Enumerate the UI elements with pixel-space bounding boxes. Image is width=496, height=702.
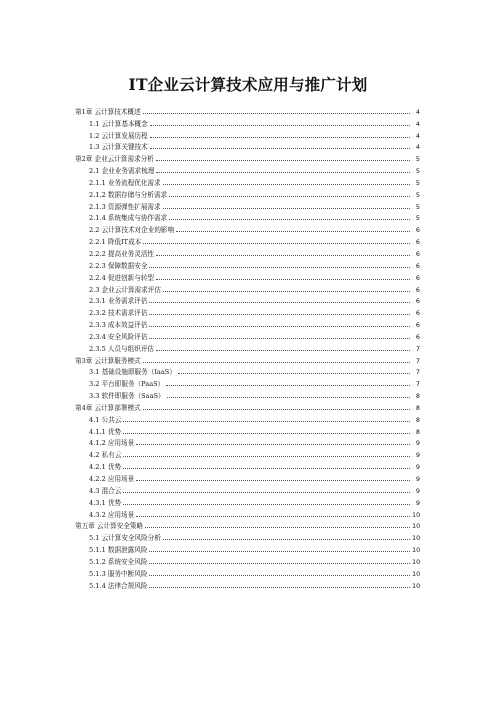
toc-entry[interactable] [75,376,420,388]
toc-leader-dots [123,432,410,434]
toc-entry[interactable] [75,495,420,507]
toc-entry-label: 2.3.2 技术需求评估 [89,309,148,318]
toc-entry-label: 5.1 云计算安全风险分析 [89,534,161,543]
toc-entry-label: 4.1.1 优势 [89,427,122,436]
toc-entry-page-number: 10 [412,546,421,555]
toc-entry[interactable] [75,104,420,116]
toc-entry-label: 5.1.2 系统安全风险 [89,557,148,566]
toc-leader-dots [123,503,410,505]
toc-leader-dots [149,301,410,303]
toc-entry-page-number: 4 [415,131,420,140]
toc-entry-label: 2.1.3 资源弹性扩展需求 [89,202,161,211]
toc-entry-page-number: 10 [412,557,421,566]
toc-entry-label: 2.1 企业业务需求梳理 [89,167,155,176]
document-title: IT企业云计算技术应用与推广计划 [128,75,368,94]
toc-leader-dots [149,562,410,564]
toc-entry[interactable] [75,329,420,341]
toc-entry-label: 第2章 企业云计算需求分析 [75,155,154,164]
toc-entry-label: 4.3.1 优势 [89,498,122,507]
toc-entry-label: 2.3.4 安全风险评估 [89,332,148,341]
toc-entry-label: 3.1 基础设施即服务（IaaS） [89,368,176,377]
toc-leader-dots [149,313,410,315]
toc-entry-label: 4.1 公共云 [89,415,122,424]
toc-entry-label: 2.2.3 保障数据安全 [89,261,148,270]
toc-entry-page-number: 8 [415,427,420,436]
toc-leader-dots [123,420,410,422]
toc-leader-dots [169,195,410,197]
toc-entry[interactable] [75,388,420,400]
toc-entry-page-number: 6 [415,273,420,282]
toc-entry[interactable] [75,578,420,590]
toc-entry-label: 2.3.3 成本效益评估 [89,321,148,330]
toc-entry-page-number: 10 [412,581,421,590]
toc-entry[interactable] [75,353,420,365]
toc-entry-page-number: 5 [415,190,420,199]
toc-entry[interactable] [75,305,420,317]
toc-entry-page-number: 10 [412,510,421,519]
toc-leader-dots [136,479,410,481]
toc-entry-label: 4.1.2 应用场景 [89,439,135,448]
toc-entry[interactable] [75,175,420,187]
toc-leader-dots [156,171,410,173]
toc-leader-dots [145,526,410,528]
toc-entry-page-number: 10 [412,522,421,531]
toc-entry-label: 2.1.1 业务流程优化需求 [89,178,161,187]
toc-entry-page-number: 6 [415,249,420,258]
toc-leader-dots [143,242,410,244]
toc-entry-page-number: 9 [415,475,420,483]
toc-leader-dots [136,443,410,445]
toc-entry[interactable] [75,140,420,152]
toc-entry-page-number: 8 [415,403,420,412]
toc-leader-dots [166,384,410,386]
toc-entry[interactable] [75,542,420,554]
toc-entry[interactable] [75,507,420,519]
toc-leader-dots [123,467,410,469]
toc-entry[interactable] [75,412,420,424]
toc-entry[interactable] [75,365,420,377]
toc-leader-dots [143,361,410,363]
toc-entry-label: 4.3.2 应用场景 [89,510,135,519]
toc-entry-page-number: 5 [415,167,420,176]
toc-entry-label: 5.1.1 数据泄露风险 [89,546,148,555]
toc-entry-label: 2.3.5 人员与组织评估 [89,344,155,353]
toc-entry[interactable] [75,246,420,258]
toc-entry-label: 第3章 云计算服务模式 [75,356,141,365]
toc-leader-dots [156,254,410,256]
toc-entry[interactable] [75,519,420,531]
toc-entry[interactable] [75,222,420,234]
toc-entry-page-number: 5 [415,214,420,223]
toc-entry-label: 2.2 云计算技术对企业的影响 [89,226,175,235]
toc-entry-page-number: 6 [415,226,420,235]
toc-entry-label: 2.2.1 降低IT成本 [89,238,142,247]
toc-entry[interactable] [75,151,420,163]
table-of-contents [75,104,420,590]
toc-entry-page-number: 10 [412,534,421,543]
toc-entry-page-number: 7 [415,344,420,353]
toc-entry-page-number: 5 [415,202,420,211]
toc-entry-page-number: 9 [415,439,420,448]
toc-entry[interactable] [75,187,420,199]
toc-entry-label: 1.3 云计算关键技术 [89,143,148,152]
toc-entry-page-number: 9 [415,486,420,495]
toc-entry-page-number: 9 [415,463,420,472]
toc-entry-page-number: 6 [415,238,420,247]
toc-leader-dots [150,147,410,149]
toc-entry[interactable] [75,436,420,448]
toc-entry[interactable] [75,566,420,578]
toc-entry[interactable] [75,471,420,483]
toc-entry-label: 第1章 云计算技术概述 [75,107,141,116]
toc-leader-dots [149,266,410,268]
toc-entry[interactable] [75,554,420,566]
toc-entry[interactable] [75,258,420,270]
toc-leader-dots [150,124,410,126]
toc-entry-label: 5.1.3 服务中断风险 [89,569,148,578]
toc-entry-label: 2.2.4 促进创新与转型 [89,273,155,282]
toc-entry-page-number: 6 [415,321,420,330]
toc-entry-label: 4.2 私有云 [89,451,122,460]
toc-leader-dots [178,372,410,374]
toc-entry-page-number: 6 [415,297,420,306]
toc-entry-label: 2.3.1 业务需求评估 [89,297,148,306]
toc-entry-page-number: 6 [415,332,420,341]
toc-entry-page-number: 8 [415,392,420,401]
toc-entry-label: 5.1.4 法律合规风险 [89,581,148,590]
toc-entry-label: 1.2 云计算发展历程 [89,131,148,140]
toc-leader-dots [169,218,410,220]
toc-entry-page-number: 10 [412,569,421,578]
toc-entry-label: 3.3 软件即服务（SaaS） [89,392,165,401]
toc-entry-page-number: 5 [415,155,420,164]
toc-entry-label: 2.1.2 数据存储与分析需求 [89,190,168,199]
toc-entry-page-number: 7 [415,368,420,377]
toc-entry[interactable] [75,116,420,128]
toc-entry-page-number: 6 [415,309,420,318]
toc-entry-page-number: 4 [415,119,420,128]
toc-entry-page-number: 7 [415,356,420,365]
toc-leader-dots [163,538,410,540]
toc-entry[interactable] [75,530,420,542]
toc-entry[interactable] [75,447,420,459]
toc-entry-label: 第4章 云计算部署模式 [75,403,141,412]
toc-leader-dots [149,337,410,339]
toc-entry[interactable] [75,483,420,495]
toc-entry-page-number: 6 [415,261,420,270]
toc-leader-dots [167,396,410,398]
toc-leader-dots [143,408,410,410]
toc-entry-label: 第五章 云计算安全策略 [75,522,144,531]
toc-entry-page-number: 6 [415,285,420,294]
toc-leader-dots [163,207,410,209]
toc-entry[interactable] [75,211,420,223]
toc-entry[interactable] [75,424,420,436]
toc-entry-label: 2.1.4 系统集成与协作需求 [89,214,168,223]
toc-leader-dots [176,230,410,232]
toc-leader-dots [136,515,410,517]
toc-leader-dots [143,112,410,114]
toc-entry-label: 2.2.2 提高业务灵活性 [89,249,155,258]
toc-entry-page-number: 9 [415,451,420,460]
toc-entry[interactable] [75,294,420,306]
toc-entry[interactable] [75,459,420,471]
toc-entry-page-number: 9 [415,498,420,507]
toc-leader-dots [149,550,410,552]
toc-leader-dots [149,325,410,327]
toc-leader-dots [156,278,410,280]
toc-entry-page-number: 4 [415,107,420,116]
toc-entry[interactable] [75,341,420,353]
toc-leader-dots [149,574,410,576]
toc-entry[interactable] [75,234,420,246]
toc-entry[interactable] [75,317,420,329]
toc-entry[interactable] [75,128,420,140]
toc-entry-label: 4.2.1 优势 [89,463,122,472]
toc-entry-page-number: 7 [415,380,420,389]
toc-entry[interactable] [75,270,420,282]
toc-entry-page-number: 8 [415,415,420,424]
toc-leader-dots [156,159,410,161]
toc-leader-dots [163,183,410,185]
toc-entry-page-number: 4 [415,143,420,152]
toc-entry[interactable] [75,400,420,412]
toc-entry-label: 2.3 企业云计算需求评估 [89,285,161,294]
toc-leader-dots [156,349,410,351]
toc-entry[interactable] [75,163,420,175]
toc-leader-dots [163,290,410,292]
toc-leader-dots [150,136,410,138]
toc-entry-label: 3.2 平台即服务（PaaS） [89,380,165,389]
toc-leader-dots [123,455,410,457]
toc-entry[interactable] [75,282,420,294]
toc-leader-dots [149,586,410,588]
toc-leader-dots [123,491,410,493]
toc-entry-label: 1.1 云计算基本概念 [89,119,148,128]
toc-entry[interactable] [75,199,420,211]
toc-entry-label: 4.2.2 应用场景 [89,475,135,483]
toc-entry-page-number: 5 [415,178,420,187]
toc-entry-label: 4.3 混合云 [89,486,122,495]
